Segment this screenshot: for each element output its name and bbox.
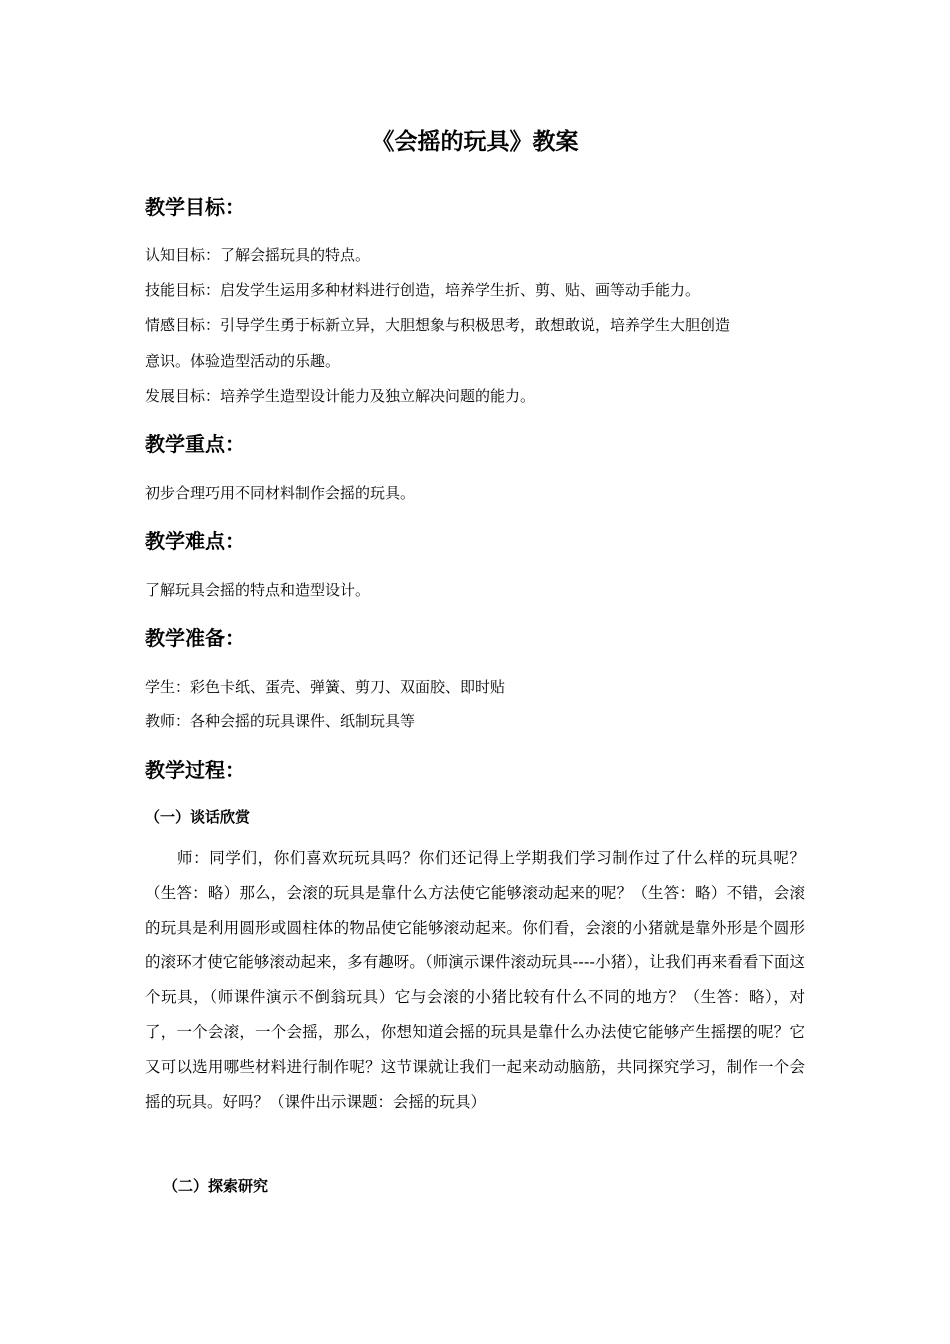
preparation-heading: 教学准备： [145, 626, 245, 650]
document-title: 《会摇的玩具》教案 [371, 129, 579, 155]
preparation-teacher: 教师：各种会摇的玩具课件、纸制玩具等 [145, 712, 416, 730]
objectives-heading: 教学目标： [145, 195, 245, 219]
objective-skill: 技能目标：启发学生运用多种材料进行创造，培养学生折、剪、贴、画等动手能力。 [145, 281, 701, 299]
preparation-students: 学生：彩色卡纸、蛋壳、弹簧、剪刀、双面胶、即时贴 [145, 678, 506, 696]
objective-development: 发展目标：培养学生造型设计能力及独立解决问题的能力。 [145, 387, 536, 405]
section1-title: （一）谈话欣赏 [145, 808, 251, 826]
objective-emotion-line1: 情感目标：引导学生勇于标新立异，大胆想象与积极思考，敢想敢说，培养学生大胆创造 [145, 316, 731, 334]
section1-paragraph: 师：同学们，你们喜欢玩玩具吗？你们还记得上学期我们学习制作过了什么样的玩具呢？（生答：略）那么，会滚的玩具是靠什么方法使它能够滚动起来的呢？（生答：略）不错，会滚的玩具是利用圆形或圆柱体的物品使它能够滚动起来。你们看，会滚的小猪就是靠外形是个圆形的滚环才使它能够滚动起来，多有趣呀。（师演示课件滚动玩具----小猪），让我们再来看看下面这个玩具，（师课件演示不倒翁玩具）它与会滚的小猪比较有什么不同的地方？（生答：略），对了，一个会滚，一个会摇，那么，你想知道会摇的玩具是靠什么办法使它能够产生摇摆的呢？它又可以选用哪些材料进行制作呢？这节课就让我们一起来动动脑筋，共同探究学习，制作一个会摇的玩具。好吗？（课件出示课题：会摇的玩具） [145, 849, 805, 1111]
key-points-text: 初步合理巧用不同材料制作会摇的玩具。 [145, 484, 416, 502]
difficulties-text: 了解玩具会摇的特点和造型设计。 [145, 581, 371, 599]
difficulties-heading: 教学难点： [145, 529, 245, 553]
section2-title: （二）探索研究 [163, 1177, 269, 1195]
objective-cognitive: 认知目标：了解会摇玩具的特点。 [145, 246, 371, 264]
key-points-heading: 教学重点： [145, 432, 245, 456]
process-heading: 教学过程： [145, 758, 245, 782]
objective-emotion-line2: 意识。体验造型活动的乐趣。 [145, 352, 341, 370]
